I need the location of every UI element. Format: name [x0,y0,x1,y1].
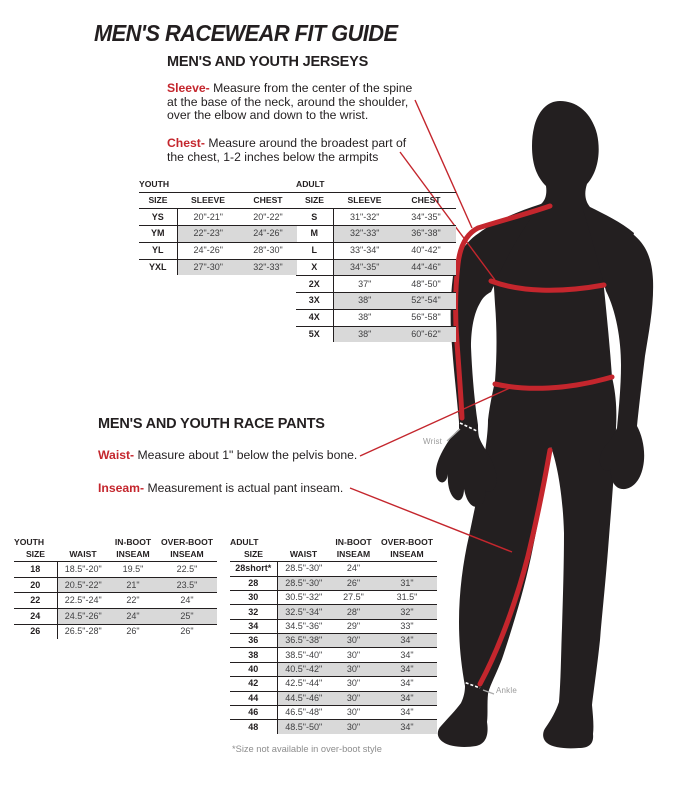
value-cell: 38" [333,326,396,342]
column-header: SIZE [230,549,277,562]
size-cell: 44 [230,691,277,705]
table-row [14,562,217,578]
value-cell: 24" [109,608,157,624]
size-cell: YM [139,225,177,242]
value-cell: 20"-21" [177,209,239,226]
value-cell: 26" [180,626,194,637]
size-cell: 4X [296,309,333,326]
table-group-label: ADULT [230,537,259,547]
value-cell: 19.5" [109,562,157,578]
table-row [296,276,456,293]
table-row [296,225,456,242]
table-group-label: YOUTH [139,180,177,192]
column-header: CHEST [239,192,297,209]
value-cell: 24"-26" [239,225,297,242]
youth-pants-size-table [14,538,217,639]
value-cell: 34" [377,705,437,719]
value-cell: 25" [157,608,217,624]
value-cell: 24" [157,593,217,609]
value-cell: 30" [330,677,377,691]
column-header: INSEAM [157,549,217,562]
inseam-note-text: Measurement is actual pant inseam. [147,481,344,495]
value-cell: 34" [377,648,437,662]
table-row [139,259,297,275]
column-header [177,180,239,192]
table-row [296,242,456,259]
value-cell [377,562,437,576]
size-cell: S [296,209,333,226]
size-cell: 46 [230,705,277,719]
table-row [139,225,297,242]
value-cell: 48.5"-50" [277,720,330,734]
page-title: MEN'S RACEWEAR FIT GUIDE [94,20,398,46]
inseam-measure-note [98,482,343,496]
table-row [230,677,437,691]
value-cell: 32" [377,605,437,619]
value-cell: 24"-26" [177,242,239,259]
table-row [230,590,437,604]
value-cell: 34" [377,662,437,676]
value-cell: 20"-22" [239,209,297,226]
adult-jersey-size-table [296,180,456,342]
table-row [14,593,217,609]
column-header: SIZE [14,549,57,562]
size-cell: 2X [296,276,333,293]
value-cell: 32"-33" [333,225,396,242]
size-cell: 26 [14,624,57,639]
value-cell: 22"-23" [177,225,239,242]
value-cell: 34" [377,634,437,648]
value-cell: 31.5" [377,590,437,604]
value-cell: 30" [330,705,377,719]
table-row [14,608,217,624]
table-row [296,209,456,226]
value-cell: 34"-35" [396,209,456,226]
column-header: WAIST [277,549,330,562]
value-cell: 26" [330,576,377,590]
value-cell: 30" [330,634,377,648]
inseam-note-label: Inseam- [98,481,145,495]
value-cell: 24" [330,562,377,576]
column-header: OVER-BOOT [380,537,434,547]
column-header: OVER-BOOT [160,537,214,547]
value-cell: 40"-42" [396,242,456,259]
value-cell: 26.5"-28" [64,626,102,637]
value-cell: 23.5" [157,577,217,593]
value-cell: 27.5" [330,590,377,604]
waist-note-label: Waist- [98,448,135,462]
value-cell: 38" [333,293,396,310]
column-header: SIZE [296,192,333,209]
column-header [396,180,456,192]
table-row [230,662,437,676]
value-cell: 56"-58" [396,309,456,326]
size-cell: M [296,225,333,242]
table-row [230,634,437,648]
size-cell: YL [139,242,177,259]
chest-note-label: Chest- [167,136,205,150]
table-row [296,309,456,326]
table-row [230,619,437,633]
value-cell: 32"-33" [239,259,297,275]
waist-measure-note [98,449,357,463]
table-group-label: ADULT [296,180,333,192]
table-row [230,562,437,576]
value-cell: 38" [333,309,396,326]
value-cell: 26" [126,626,140,637]
size-cell: 5X [296,326,333,342]
size-cell: 28short* [230,562,277,576]
value-cell: 18.5"-20" [57,562,109,578]
sleeve-note-text: Measure from the center of the spine at the base of the neck, around the shoulder, over the elbow and down to the wrist. [167,81,413,123]
value-cell: 36.5"-38" [277,634,330,648]
value-cell: 52"-54" [396,293,456,310]
table-row [230,720,437,734]
table-row [296,326,456,342]
value-cell: 40.5"-42" [277,662,330,676]
size-cell: 24 [14,608,57,624]
value-cell: 28.5"-30" [277,576,330,590]
value-cell: 34" [377,677,437,691]
size-cell: 18 [14,562,57,578]
column-header: IN-BOOT [335,537,372,547]
value-cell: 32.5"-34" [277,605,330,619]
table-row [230,705,437,719]
value-cell: 34"-35" [333,259,396,276]
value-cell: 30" [330,720,377,734]
value-cell: 60"-62" [396,326,456,342]
value-cell: 28" [330,605,377,619]
value-cell: 22" [109,593,157,609]
value-cell: 28"-30" [239,242,297,259]
table-row [14,624,217,639]
value-cell: 37" [333,276,396,293]
value-cell: 22.5" [157,562,217,578]
size-cell: 48 [230,720,277,734]
sleeve-note-label: Sleeve- [167,81,210,95]
value-cell: 31"-32" [333,209,396,226]
table-row [139,209,297,226]
column-header: SLEEVE [333,192,396,209]
column-header: INSEAM [377,549,437,562]
size-cell: X [296,259,333,276]
value-cell: 30" [330,648,377,662]
column-header [333,180,396,192]
value-cell: 29" [330,619,377,633]
size-cell: 28 [230,576,277,590]
sleeve-measure-note [167,82,425,123]
youth-jersey-size-table [139,180,297,275]
value-cell: 38.5"-40" [277,648,330,662]
column-header: INSEAM [330,549,377,562]
size-cell: 34 [230,619,277,633]
size-cell: L [296,242,333,259]
column-header: SLEEVE [177,192,239,209]
size-cell: 38 [230,648,277,662]
table-row [230,576,437,590]
value-cell: 31" [377,576,437,590]
table-row [296,259,456,276]
value-cell: 20.5"-22" [57,577,109,593]
column-header [277,538,330,549]
chest-measure-note [167,137,407,164]
size-cell: 22 [14,593,57,609]
size-cell: YXL [139,259,177,275]
value-cell: 34" [377,720,437,734]
size-cell: 30 [230,590,277,604]
table-row [230,648,437,662]
size-cell: YS [139,209,177,226]
waist-note-text: Measure about 1" below the pelvis bone. [137,448,358,462]
size-cell: 40 [230,662,277,676]
column-header: SIZE [139,192,177,209]
table-row [14,577,217,593]
jerseys-section-heading: MEN'S AND YOUTH JERSEYS [167,54,369,70]
size-cell: 3X [296,293,333,310]
value-cell: 48"-50" [396,276,456,293]
chest-note-text: Measure around the broadest part of the chest, 1-2 inches below the armpits [167,136,407,164]
size-footnote: *Size not available in over-boot style [232,744,382,754]
value-cell: 44"-46" [396,259,456,276]
size-cell: 32 [230,605,277,619]
size-cell: 20 [14,577,57,593]
column-header [239,180,297,192]
value-cell: 46.5"-48" [277,705,330,719]
size-cell: 42 [230,677,277,691]
column-header: INSEAM [109,549,157,562]
value-cell: 27"-30" [177,259,239,275]
column-header: IN-BOOT [114,537,152,547]
pants-section-heading: MEN'S AND YOUTH RACE PANTS [98,416,325,432]
column-header: CHEST [396,192,456,209]
value-cell: 34.5"-36" [277,619,330,633]
column-header [57,538,109,549]
table-row [139,242,297,259]
value-cell: 24.5"-26" [57,608,109,624]
table-row [230,605,437,619]
value-cell: 30" [330,662,377,676]
wrist-figure-label: Wrist [423,437,443,446]
adult-pants-size-table [230,538,437,734]
value-cell: 21" [109,577,157,593]
value-cell: 36"-38" [396,225,456,242]
table-group-label: YOUTH [14,537,45,547]
value-cell: 30.5"-32" [277,590,330,604]
value-cell: 33"-34" [333,242,396,259]
ankle-figure-label: Ankle [496,686,518,695]
table-row [230,691,437,705]
size-cell: 36 [230,634,277,648]
value-cell: 22.5"-24" [57,593,109,609]
value-cell: 44.5"-46" [277,691,330,705]
value-cell: 42.5"-44" [277,677,330,691]
table-row [296,293,456,310]
column-header: WAIST [57,549,109,562]
value-cell: 33" [377,619,437,633]
value-cell: 28.5"-30" [277,562,330,576]
value-cell: 30" [330,691,377,705]
value-cell: 34" [377,691,437,705]
